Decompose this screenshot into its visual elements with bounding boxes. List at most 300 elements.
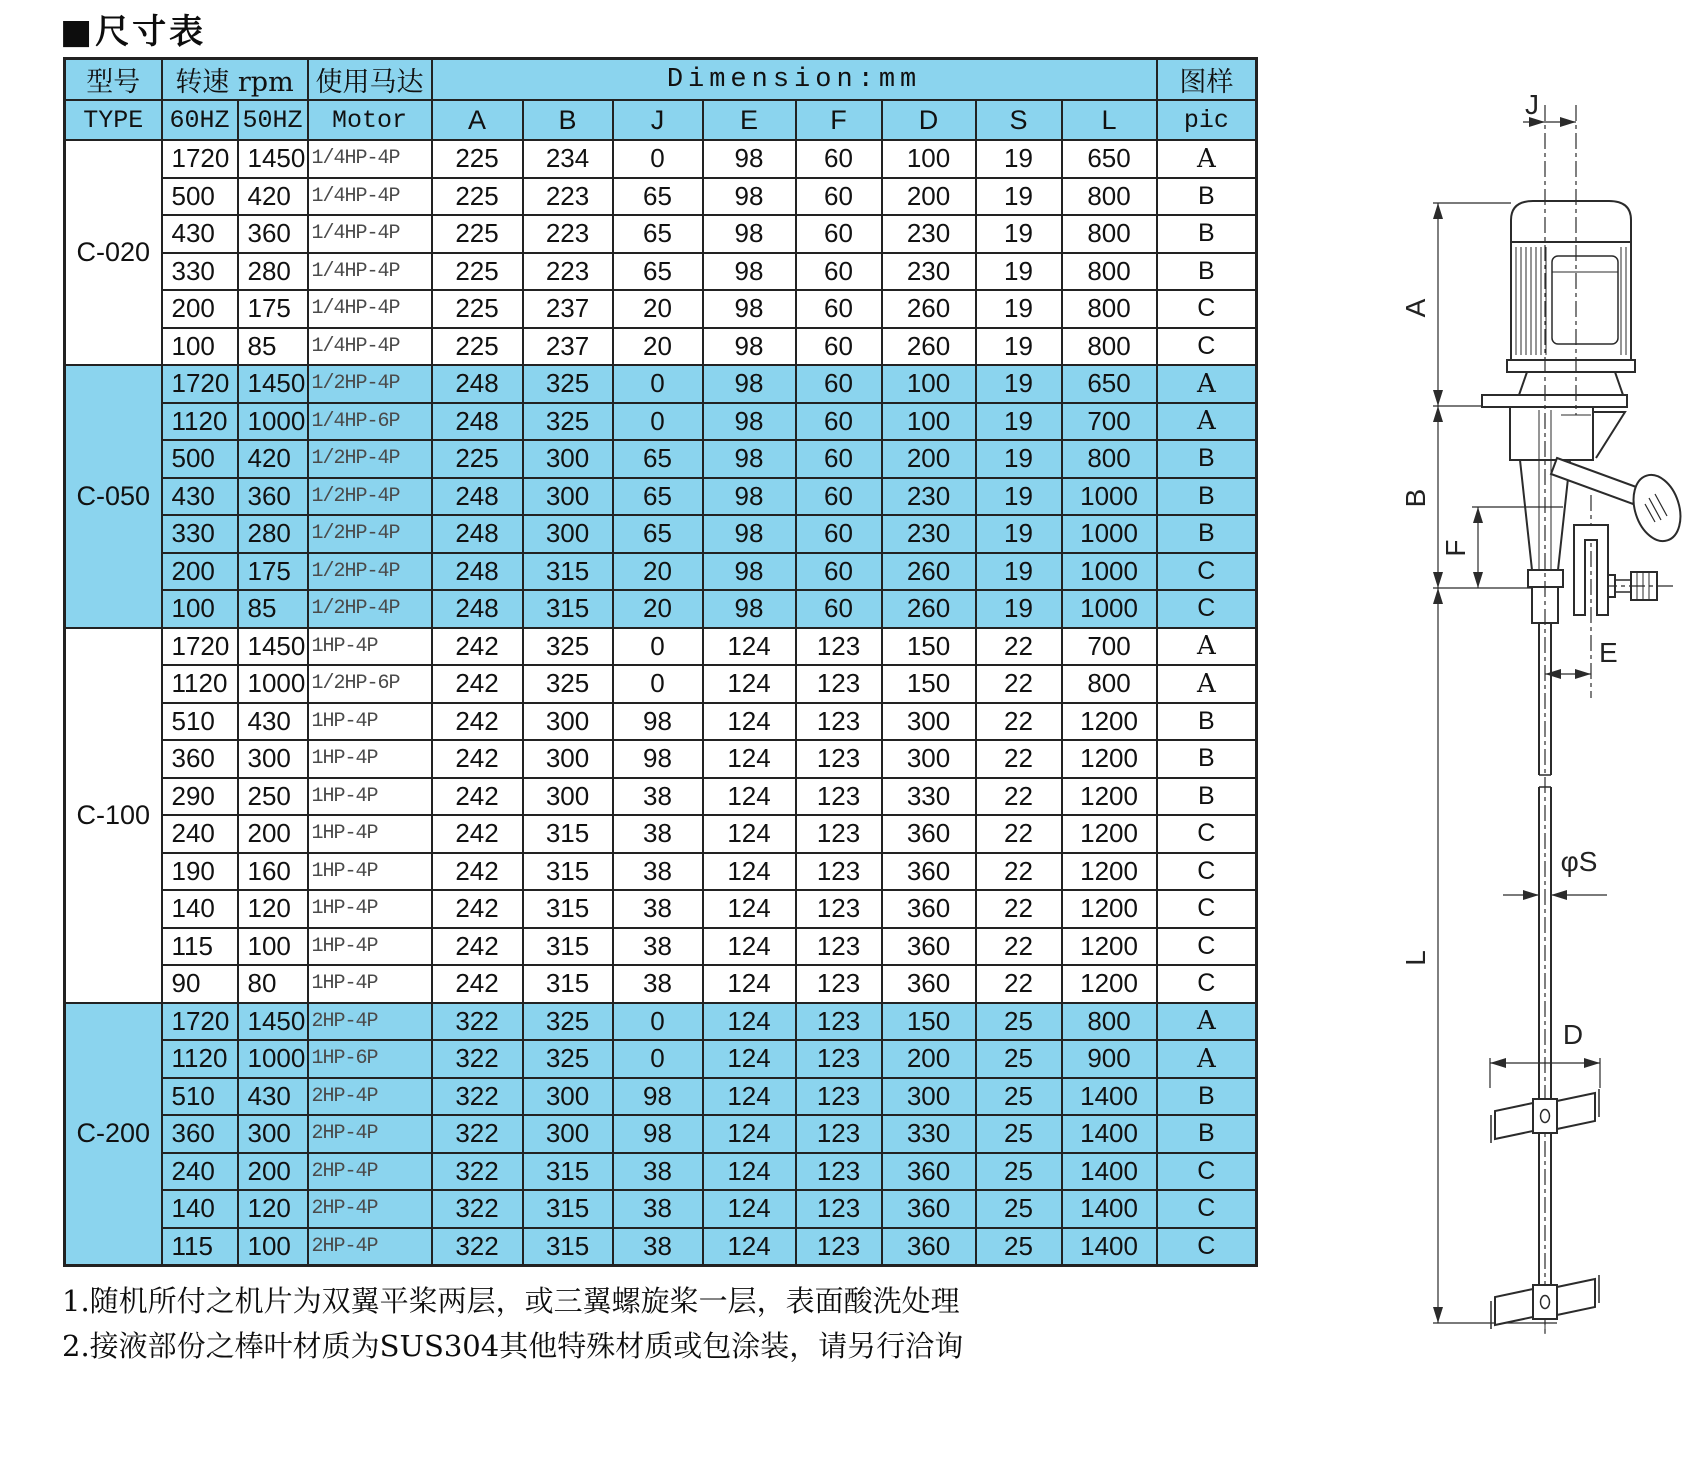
data-cell: 60	[796, 478, 882, 516]
table-row	[65, 440, 1257, 478]
data-cell: 360	[882, 815, 976, 853]
data-cell: 150	[882, 1003, 976, 1041]
data-cell: 200	[882, 1040, 976, 1078]
data-cell: 300	[523, 1078, 613, 1116]
table-row	[65, 328, 1257, 366]
impeller2-hub	[1533, 1285, 1557, 1319]
data-cell: 19	[976, 553, 1062, 591]
data-cell: 60	[796, 403, 882, 441]
pic-cell: B	[1157, 740, 1257, 778]
arrow-b-top	[1433, 406, 1443, 422]
mount-flange	[1482, 395, 1627, 407]
header-pic-cn: 图样	[1157, 59, 1257, 101]
table-row	[65, 665, 1257, 703]
data-cell: 123	[796, 665, 882, 703]
data-cell: 124	[703, 1153, 796, 1191]
table-row	[65, 1003, 1257, 1041]
data-cell: 1HP-4P	[308, 815, 432, 853]
data-cell: 1/2HP-6P	[308, 665, 432, 703]
data-cell: 300	[238, 1115, 308, 1153]
data-cell: 19	[976, 215, 1062, 253]
header-dim-d: D	[882, 100, 976, 140]
pic-cell: C	[1157, 1153, 1257, 1191]
model-cell: C-050	[65, 365, 162, 628]
data-cell: 1/4HP-4P	[308, 253, 432, 291]
clamp-knob	[1626, 469, 1687, 547]
data-cell: 85	[238, 328, 308, 366]
data-cell: 2HP-4P	[308, 1190, 432, 1228]
data-cell: 242	[432, 740, 523, 778]
data-cell: 19	[976, 328, 1062, 366]
data-cell: 123	[796, 965, 882, 1003]
data-cell: 0	[613, 1003, 703, 1041]
data-cell: 1720	[162, 628, 238, 666]
data-cell: 300	[523, 778, 613, 816]
table-row	[65, 590, 1257, 628]
data-cell: 98	[613, 740, 703, 778]
data-cell: 2HP-4P	[308, 1078, 432, 1116]
arrow-a-bottom	[1433, 390, 1443, 406]
data-cell: 900	[1062, 1040, 1157, 1078]
data-cell: 225	[432, 440, 523, 478]
data-cell: 300	[523, 703, 613, 741]
data-cell: 315	[523, 815, 613, 853]
data-cell: 225	[432, 328, 523, 366]
data-cell: 0	[613, 365, 703, 403]
data-cell: 360	[162, 1115, 238, 1153]
model-cell: C-020	[65, 140, 162, 365]
data-cell: 1HP-4P	[308, 853, 432, 891]
data-cell: 1HP-4P	[308, 703, 432, 741]
data-cell: 100	[162, 590, 238, 628]
header-type: TYPE	[65, 100, 162, 140]
data-cell: 20	[613, 553, 703, 591]
data-cell: 140	[162, 1190, 238, 1228]
data-cell: 190	[162, 853, 238, 891]
data-cell: 19	[976, 440, 1062, 478]
data-cell: 360	[882, 890, 976, 928]
data-cell: 38	[613, 1228, 703, 1266]
pic-cell: A	[1157, 403, 1257, 441]
data-cell: 0	[613, 403, 703, 441]
data-cell: 1HP-4P	[308, 740, 432, 778]
data-cell: 290	[162, 778, 238, 816]
data-cell: 500	[162, 178, 238, 216]
data-cell: 123	[796, 740, 882, 778]
table-row	[65, 703, 1257, 741]
data-cell: 1450	[238, 365, 308, 403]
data-cell: 60	[796, 440, 882, 478]
data-cell: 1000	[1062, 478, 1157, 516]
data-cell: 800	[1062, 665, 1157, 703]
data-cell: 248	[432, 590, 523, 628]
table-row	[65, 1153, 1257, 1191]
data-cell: 98	[703, 328, 796, 366]
pic-cell: B	[1157, 1078, 1257, 1116]
data-cell: 1200	[1062, 740, 1157, 778]
data-cell: 1400	[1062, 1115, 1157, 1153]
data-cell: 300	[882, 703, 976, 741]
data-cell: 25	[976, 1078, 1062, 1116]
data-cell: 38	[613, 928, 703, 966]
data-cell: 120	[238, 1190, 308, 1228]
table-row	[65, 478, 1257, 516]
table-row	[65, 365, 1257, 403]
table-row	[65, 178, 1257, 216]
data-cell: 65	[613, 215, 703, 253]
data-cell: 1000	[1062, 553, 1157, 591]
data-cell: 330	[882, 1115, 976, 1153]
pic-cell: C	[1157, 853, 1257, 891]
data-cell: 322	[432, 1040, 523, 1078]
label-f: F	[1440, 539, 1471, 557]
data-cell: 123	[796, 778, 882, 816]
footnote-2: 2.接液部份之棒叶材质为SUS304其他特殊材质或包涂装，请另行洽询	[62, 1328, 964, 1363]
pic-cell: B	[1157, 703, 1257, 741]
data-cell: 80	[238, 965, 308, 1003]
data-cell: 225	[432, 253, 523, 291]
header-dim-l: L	[1062, 100, 1157, 140]
data-cell: 315	[523, 928, 613, 966]
data-cell: 300	[523, 1115, 613, 1153]
data-cell: 1120	[162, 403, 238, 441]
data-cell: 510	[162, 1078, 238, 1116]
data-cell: 1200	[1062, 778, 1157, 816]
data-cell: 1200	[1062, 928, 1157, 966]
arrow-a-top	[1433, 203, 1443, 219]
data-cell: 800	[1062, 253, 1157, 291]
data-cell: 2HP-4P	[308, 1153, 432, 1191]
data-cell: 242	[432, 890, 523, 928]
data-cell: 237	[523, 328, 613, 366]
pic-cell: A	[1157, 1003, 1257, 1041]
data-cell: 1/4HP-4P	[308, 290, 432, 328]
pic-cell: C	[1157, 928, 1257, 966]
data-cell: 322	[432, 1115, 523, 1153]
data-cell: 25	[976, 1115, 1062, 1153]
data-cell: 100	[238, 928, 308, 966]
data-cell: 25	[976, 1040, 1062, 1078]
data-cell: 124	[703, 1040, 796, 1078]
data-cell: 123	[796, 853, 882, 891]
data-cell: 315	[523, 590, 613, 628]
data-cell: 38	[613, 778, 703, 816]
data-cell: 60	[796, 328, 882, 366]
data-cell: 200	[238, 815, 308, 853]
arrow-f-top	[1473, 507, 1483, 523]
header-model-cn: 型号	[65, 59, 162, 101]
data-cell: 1HP-4P	[308, 890, 432, 928]
data-cell: 315	[523, 1153, 613, 1191]
data-cell: 175	[238, 290, 308, 328]
pic-cell: C	[1157, 1190, 1257, 1228]
data-cell: 38	[613, 1153, 703, 1191]
table-row	[65, 965, 1257, 1003]
arrow-b-bottom	[1433, 572, 1443, 588]
data-cell: 330	[162, 253, 238, 291]
arrow-j-right	[1560, 117, 1576, 127]
header-dim-b: B	[523, 100, 613, 140]
data-cell: 98	[613, 1115, 703, 1153]
data-cell: 300	[523, 740, 613, 778]
data-cell: 60	[796, 140, 882, 178]
data-cell: 260	[882, 328, 976, 366]
data-cell: 98	[703, 553, 796, 591]
data-cell: 650	[1062, 365, 1157, 403]
data-cell: 1720	[162, 140, 238, 178]
data-cell: 25	[976, 1228, 1062, 1266]
label-phis: φS	[1560, 846, 1598, 877]
data-cell: 230	[882, 253, 976, 291]
data-cell: 260	[882, 553, 976, 591]
table-row	[65, 853, 1257, 891]
housing-gusset	[1593, 412, 1625, 458]
data-cell: 22	[976, 665, 1062, 703]
impeller2-left-blade	[1495, 1289, 1533, 1325]
data-cell: 2HP-4P	[308, 1003, 432, 1041]
data-cell: 700	[1062, 403, 1157, 441]
data-cell: 0	[613, 665, 703, 703]
table-row	[65, 1115, 1257, 1153]
data-cell: 124	[703, 928, 796, 966]
data-cell: 360	[882, 965, 976, 1003]
data-cell: 1000	[238, 1040, 308, 1078]
data-cell: 1450	[238, 140, 308, 178]
data-cell: 123	[796, 890, 882, 928]
data-cell: 19	[976, 515, 1062, 553]
data-cell: 240	[162, 815, 238, 853]
data-cell: 1450	[238, 628, 308, 666]
data-cell: 1HP-4P	[308, 628, 432, 666]
data-cell: 360	[882, 928, 976, 966]
header-pic-en: pic	[1157, 100, 1257, 140]
arrow-phis-right	[1551, 890, 1567, 900]
data-cell: 225	[432, 178, 523, 216]
arrow-d-right	[1584, 1058, 1600, 1068]
table-row	[65, 1040, 1257, 1078]
data-cell: 19	[976, 140, 1062, 178]
table-row	[65, 140, 1257, 178]
technical-drawing	[1295, 70, 1687, 1340]
data-cell: 325	[523, 1003, 613, 1041]
data-cell: 124	[703, 815, 796, 853]
data-cell: 0	[613, 140, 703, 178]
data-cell: 250	[238, 778, 308, 816]
data-cell: 260	[882, 290, 976, 328]
data-cell: 1000	[1062, 515, 1157, 553]
data-cell: 200	[162, 553, 238, 591]
data-cell: 240	[162, 1153, 238, 1191]
header-dim-s: S	[976, 100, 1062, 140]
table-row	[65, 1190, 1257, 1228]
data-cell: 430	[238, 1078, 308, 1116]
data-cell: 120	[238, 890, 308, 928]
data-cell: 85	[238, 590, 308, 628]
data-cell: 1/2HP-4P	[308, 440, 432, 478]
data-cell: 19	[976, 290, 1062, 328]
data-cell: 315	[523, 890, 613, 928]
data-cell: 1/2HP-4P	[308, 365, 432, 403]
label-l: L	[1400, 950, 1431, 966]
data-cell: 1/4HP-4P	[308, 140, 432, 178]
table-row	[65, 253, 1257, 291]
data-cell: 325	[523, 1040, 613, 1078]
data-cell: 1720	[162, 365, 238, 403]
table-row	[65, 628, 1257, 666]
gear-adapter	[1519, 372, 1623, 395]
data-cell: 175	[238, 553, 308, 591]
data-cell: 1000	[238, 403, 308, 441]
data-cell: 1HP-4P	[308, 928, 432, 966]
data-cell: 100	[162, 328, 238, 366]
data-cell: 300	[523, 515, 613, 553]
data-cell: 98	[703, 478, 796, 516]
data-cell: 98	[703, 140, 796, 178]
impeller1-right-blade	[1557, 1093, 1595, 1129]
data-cell: 315	[523, 553, 613, 591]
data-cell: 98	[613, 703, 703, 741]
pic-cell: C	[1157, 590, 1257, 628]
table-row	[65, 815, 1257, 853]
data-cell: 1/2HP-4P	[308, 590, 432, 628]
data-cell: 248	[432, 478, 523, 516]
data-cell: 2HP-4P	[308, 1228, 432, 1266]
data-cell: 225	[432, 215, 523, 253]
data-cell: 300	[523, 478, 613, 516]
data-cell: 22	[976, 628, 1062, 666]
data-cell: 1/2HP-4P	[308, 478, 432, 516]
data-cell: 20	[613, 328, 703, 366]
data-cell: 38	[613, 965, 703, 1003]
data-cell: 123	[796, 1153, 882, 1191]
data-cell: 65	[613, 440, 703, 478]
data-cell: 22	[976, 703, 1062, 741]
footnote-1: 1.随机所付之机片为双翼平桨两层，或三翼螺旋桨一层，表面酸洗处理	[62, 1284, 960, 1318]
pic-cell: B	[1157, 253, 1257, 291]
data-cell: 123	[796, 928, 882, 966]
data-cell: 200	[238, 1153, 308, 1191]
pic-cell: A	[1157, 665, 1257, 703]
data-cell: 124	[703, 1078, 796, 1116]
data-cell: 1/4HP-4P	[308, 328, 432, 366]
data-cell: 98	[703, 403, 796, 441]
data-cell: 98	[703, 253, 796, 291]
data-cell: 1200	[1062, 853, 1157, 891]
data-cell: 38	[613, 890, 703, 928]
data-cell: 1/2HP-4P	[308, 515, 432, 553]
data-cell: 22	[976, 815, 1062, 853]
data-cell: 1/4HP-6P	[308, 403, 432, 441]
data-cell: 330	[162, 515, 238, 553]
data-cell: 223	[523, 215, 613, 253]
data-cell: 124	[703, 890, 796, 928]
label-a: A	[1400, 298, 1431, 318]
data-cell: 360	[882, 853, 976, 891]
data-cell: 124	[703, 1115, 796, 1153]
data-cell: 322	[432, 1228, 523, 1266]
data-cell: 315	[523, 965, 613, 1003]
impeller1-left-blade	[1495, 1103, 1533, 1139]
data-cell: 123	[796, 1078, 882, 1116]
data-cell: 300	[882, 740, 976, 778]
data-cell: 1120	[162, 1040, 238, 1078]
data-cell: 800	[1062, 290, 1157, 328]
table-row	[65, 1078, 1257, 1116]
data-cell: 1/4HP-4P	[308, 215, 432, 253]
data-cell: 200	[162, 290, 238, 328]
arrow-l-top	[1433, 588, 1443, 604]
data-cell: 360	[882, 1153, 976, 1191]
data-cell: 22	[976, 928, 1062, 966]
data-cell: 19	[976, 403, 1062, 441]
header-motor-en: Motor	[308, 100, 432, 140]
data-cell: 500	[162, 440, 238, 478]
data-cell: 242	[432, 815, 523, 853]
data-cell: 98	[613, 1078, 703, 1116]
table-row	[65, 890, 1257, 928]
data-cell: 123	[796, 628, 882, 666]
data-cell: 230	[882, 215, 976, 253]
pic-cell: C	[1157, 553, 1257, 591]
header-dimension: Dimension:mm	[432, 59, 1157, 101]
data-cell: 248	[432, 553, 523, 591]
arrow-d-left	[1490, 1058, 1506, 1068]
data-cell: 22	[976, 965, 1062, 1003]
data-cell: 315	[523, 1228, 613, 1266]
data-cell: 300	[238, 740, 308, 778]
page-title: ■尺寸表	[60, 12, 207, 52]
data-cell: 20	[613, 290, 703, 328]
data-cell: 430	[162, 215, 238, 253]
data-cell: 124	[703, 1003, 796, 1041]
data-cell: 225	[432, 290, 523, 328]
data-cell: 123	[796, 1040, 882, 1078]
data-cell: 242	[432, 628, 523, 666]
data-cell: 150	[882, 665, 976, 703]
data-cell: 65	[613, 178, 703, 216]
data-cell: 20	[613, 590, 703, 628]
data-cell: 22	[976, 778, 1062, 816]
data-cell: 1400	[1062, 1153, 1157, 1191]
data-cell: 100	[238, 1228, 308, 1266]
data-cell: 115	[162, 928, 238, 966]
header-row-en	[65, 100, 1257, 140]
data-cell: 1000	[238, 665, 308, 703]
data-cell: 800	[1062, 1003, 1157, 1041]
data-cell: 60	[796, 253, 882, 291]
data-cell: 19	[976, 478, 1062, 516]
pic-cell: A	[1157, 1040, 1257, 1078]
label-e: E	[1599, 637, 1618, 668]
arrow-e-right	[1575, 669, 1591, 679]
data-cell: 325	[523, 365, 613, 403]
data-cell: 123	[796, 703, 882, 741]
data-cell: 242	[432, 853, 523, 891]
data-cell: 124	[703, 665, 796, 703]
data-cell: 98	[703, 215, 796, 253]
data-cell: 123	[796, 1190, 882, 1228]
data-cell: 237	[523, 290, 613, 328]
arrow-e-left	[1545, 669, 1561, 679]
data-cell: 1400	[1062, 1078, 1157, 1116]
header-dim-a: A	[432, 100, 523, 140]
data-cell: 225	[432, 140, 523, 178]
header-row-cn	[65, 59, 1257, 101]
header-dim-j: J	[613, 100, 703, 140]
data-cell: 25	[976, 1190, 1062, 1228]
table-row	[65, 403, 1257, 441]
data-cell: 1200	[1062, 890, 1157, 928]
